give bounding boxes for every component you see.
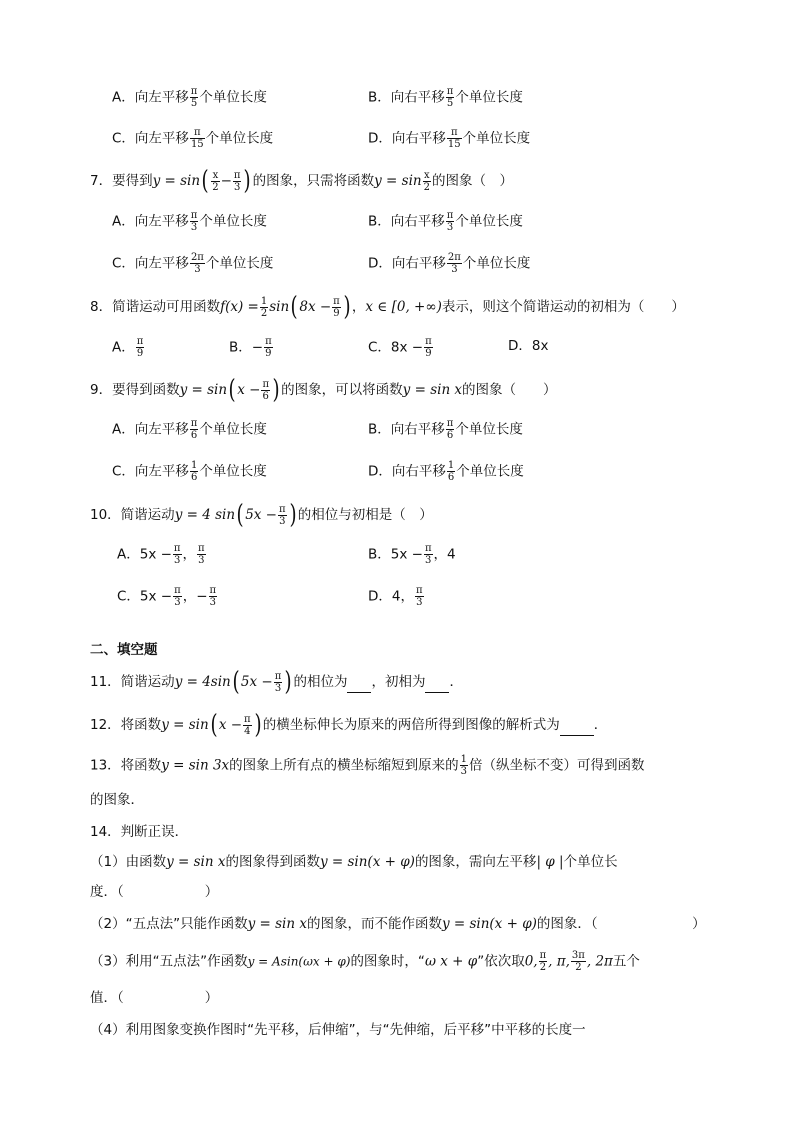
q14-part2: （2）“五点法”只能作函数y = sin x的图象，而不能作函数y = sin(x + φ)的图象．（ ）	[90, 916, 706, 932]
q14-part3-cont: 值．（ ）	[90, 990, 219, 1006]
q10-option-c: C．5x − $\frac{\pi}{3}$ ，− $\frac{\pi}{3}$	[117, 585, 217, 608]
q9-option-c: C．向左平移 $\frac{1}{6}$ 个单位长度	[112, 460, 267, 483]
q7-option-c: C．向左平移 $\frac{2\pi}{3}$ 个单位长度	[112, 252, 274, 275]
q10-option-d: D．4， $\frac{\pi}{3}$	[368, 585, 423, 608]
q12-blank[interactable]	[560, 715, 594, 736]
q7-option-a: A．向左平移 $\frac{\pi}{3}$ 个单位长度	[112, 210, 267, 233]
q10-stem: 10．简谐运动y = 4 sin( 5x − $\frac{\pi}{3}$ ) 的相位与初相是（ ）	[90, 500, 433, 530]
q14-part3: （3）利用“五点法”作函数y = Asin(ωx + φ)的图象时，“ω x + φ”依次取0, $\frac{\pi}{2}$ , π, $\frac{3\pi}{2}$ , 2π五个	[90, 950, 640, 973]
q6-a-text: A．向左平移	[112, 89, 189, 106]
q7-option-d: D．向右平移 $\frac{2\pi}{3}$ 个单位长度	[368, 252, 531, 275]
q10-option-a: A．5x − $\frac{\pi}{3}$ ， $\frac{\pi}{3}$	[117, 543, 205, 566]
q6-option-b: B．向右平移 $\frac{\pi}{5}$ 个单位长度	[368, 86, 523, 109]
q9-option-b: B．向右平移 $\frac{\pi}{6}$ 个单位长度	[368, 418, 523, 441]
q9-stem: 9．要得到函数y = sin( x − $\frac{\pi}{6}$ ) 的图象，可以将函数y = sin x的图象（ ）	[90, 375, 557, 405]
q6-option-c: C．向左平移 $\frac{\pi}{15}$ 个单位长度	[112, 127, 274, 150]
q9-option-a: A．向左平移 $\frac{\pi}{6}$ 个单位长度	[112, 418, 267, 441]
q6-option-a: A．向左平移 $\frac{\pi}{5}$ 个单位长度	[112, 86, 267, 109]
q11-blank-initial-phase[interactable]	[425, 672, 449, 693]
q8-option-c: C．8x − $\frac{\pi}{9}$	[368, 336, 432, 359]
q6-option-d: D．向右平移 $\frac{\pi}{15}$ 个单位长度	[368, 127, 531, 150]
q6-a-frac: $\frac{\pi}{5}$	[190, 86, 198, 109]
q7-option-b: B．向右平移 $\frac{\pi}{3}$ 个单位长度	[368, 210, 523, 233]
q11-blank-phase[interactable]	[347, 672, 371, 693]
q13-stem: 13．将函数y = sin 3x的图象上所有点的横坐标缩短到原来的 $\frac{1}{3}$ 倍（纵坐标不变）可得到函数	[90, 754, 645, 777]
q9-option-d: D．向右平移 $\frac{1}{6}$ 个单位长度	[368, 460, 524, 483]
q7-stem: 7．要得到y = sin( $\frac{x}{2}$ − $\frac{\pi}{3}$ ) 的图象，只需将函数y = sin $\frac{x}{2}$ 的图象（ ）	[90, 166, 513, 196]
q10-option-b: B．5x − $\frac{\pi}{3}$ ，4	[368, 543, 456, 566]
q12-stem: 12．将函数y = sin( x − $\frac{\pi}{4}$ ) 的横坐标伸长为原来的两倍所得到图像的解析式为 ．	[90, 710, 608, 740]
q8-option-b: B．− $\frac{\pi}{9}$	[229, 336, 272, 359]
q11-stem: 11．简谐运动y = 4sin( 5x − $\frac{\pi}{3}$ ) 的相位为 ，初相为 ．	[90, 667, 463, 697]
section-fill-in-blank-heading: 二、填空题	[90, 642, 158, 658]
q14-title: 14．判断正误．	[90, 824, 189, 840]
q14-part1: （1）由函数y = sin x的图象得到函数y = sin(x + φ)的图象，需向左平移| φ |个单位长	[90, 854, 618, 870]
q8-option-a: A． $\frac{\pi}{9}$	[112, 336, 144, 359]
q8-stem: 8．简谐运动可用函数f(x) = $\frac{1}{2}$ sin( 8x − $\frac{\pi}{9}$ ) ，x ∈ [0, +∞)表示，则这个简谐运动的初相为（ ）	[90, 292, 685, 322]
q8-option-d: D．8x	[508, 338, 549, 354]
q13-line2: 的图象．	[90, 792, 144, 808]
q14-part1-cont: 度．（ ）	[90, 884, 219, 900]
q14-part4: （4）利用图象变换作图时“先平移，后伸缩”，与“先伸缩，后平移”中平移的长度一	[90, 1022, 586, 1038]
